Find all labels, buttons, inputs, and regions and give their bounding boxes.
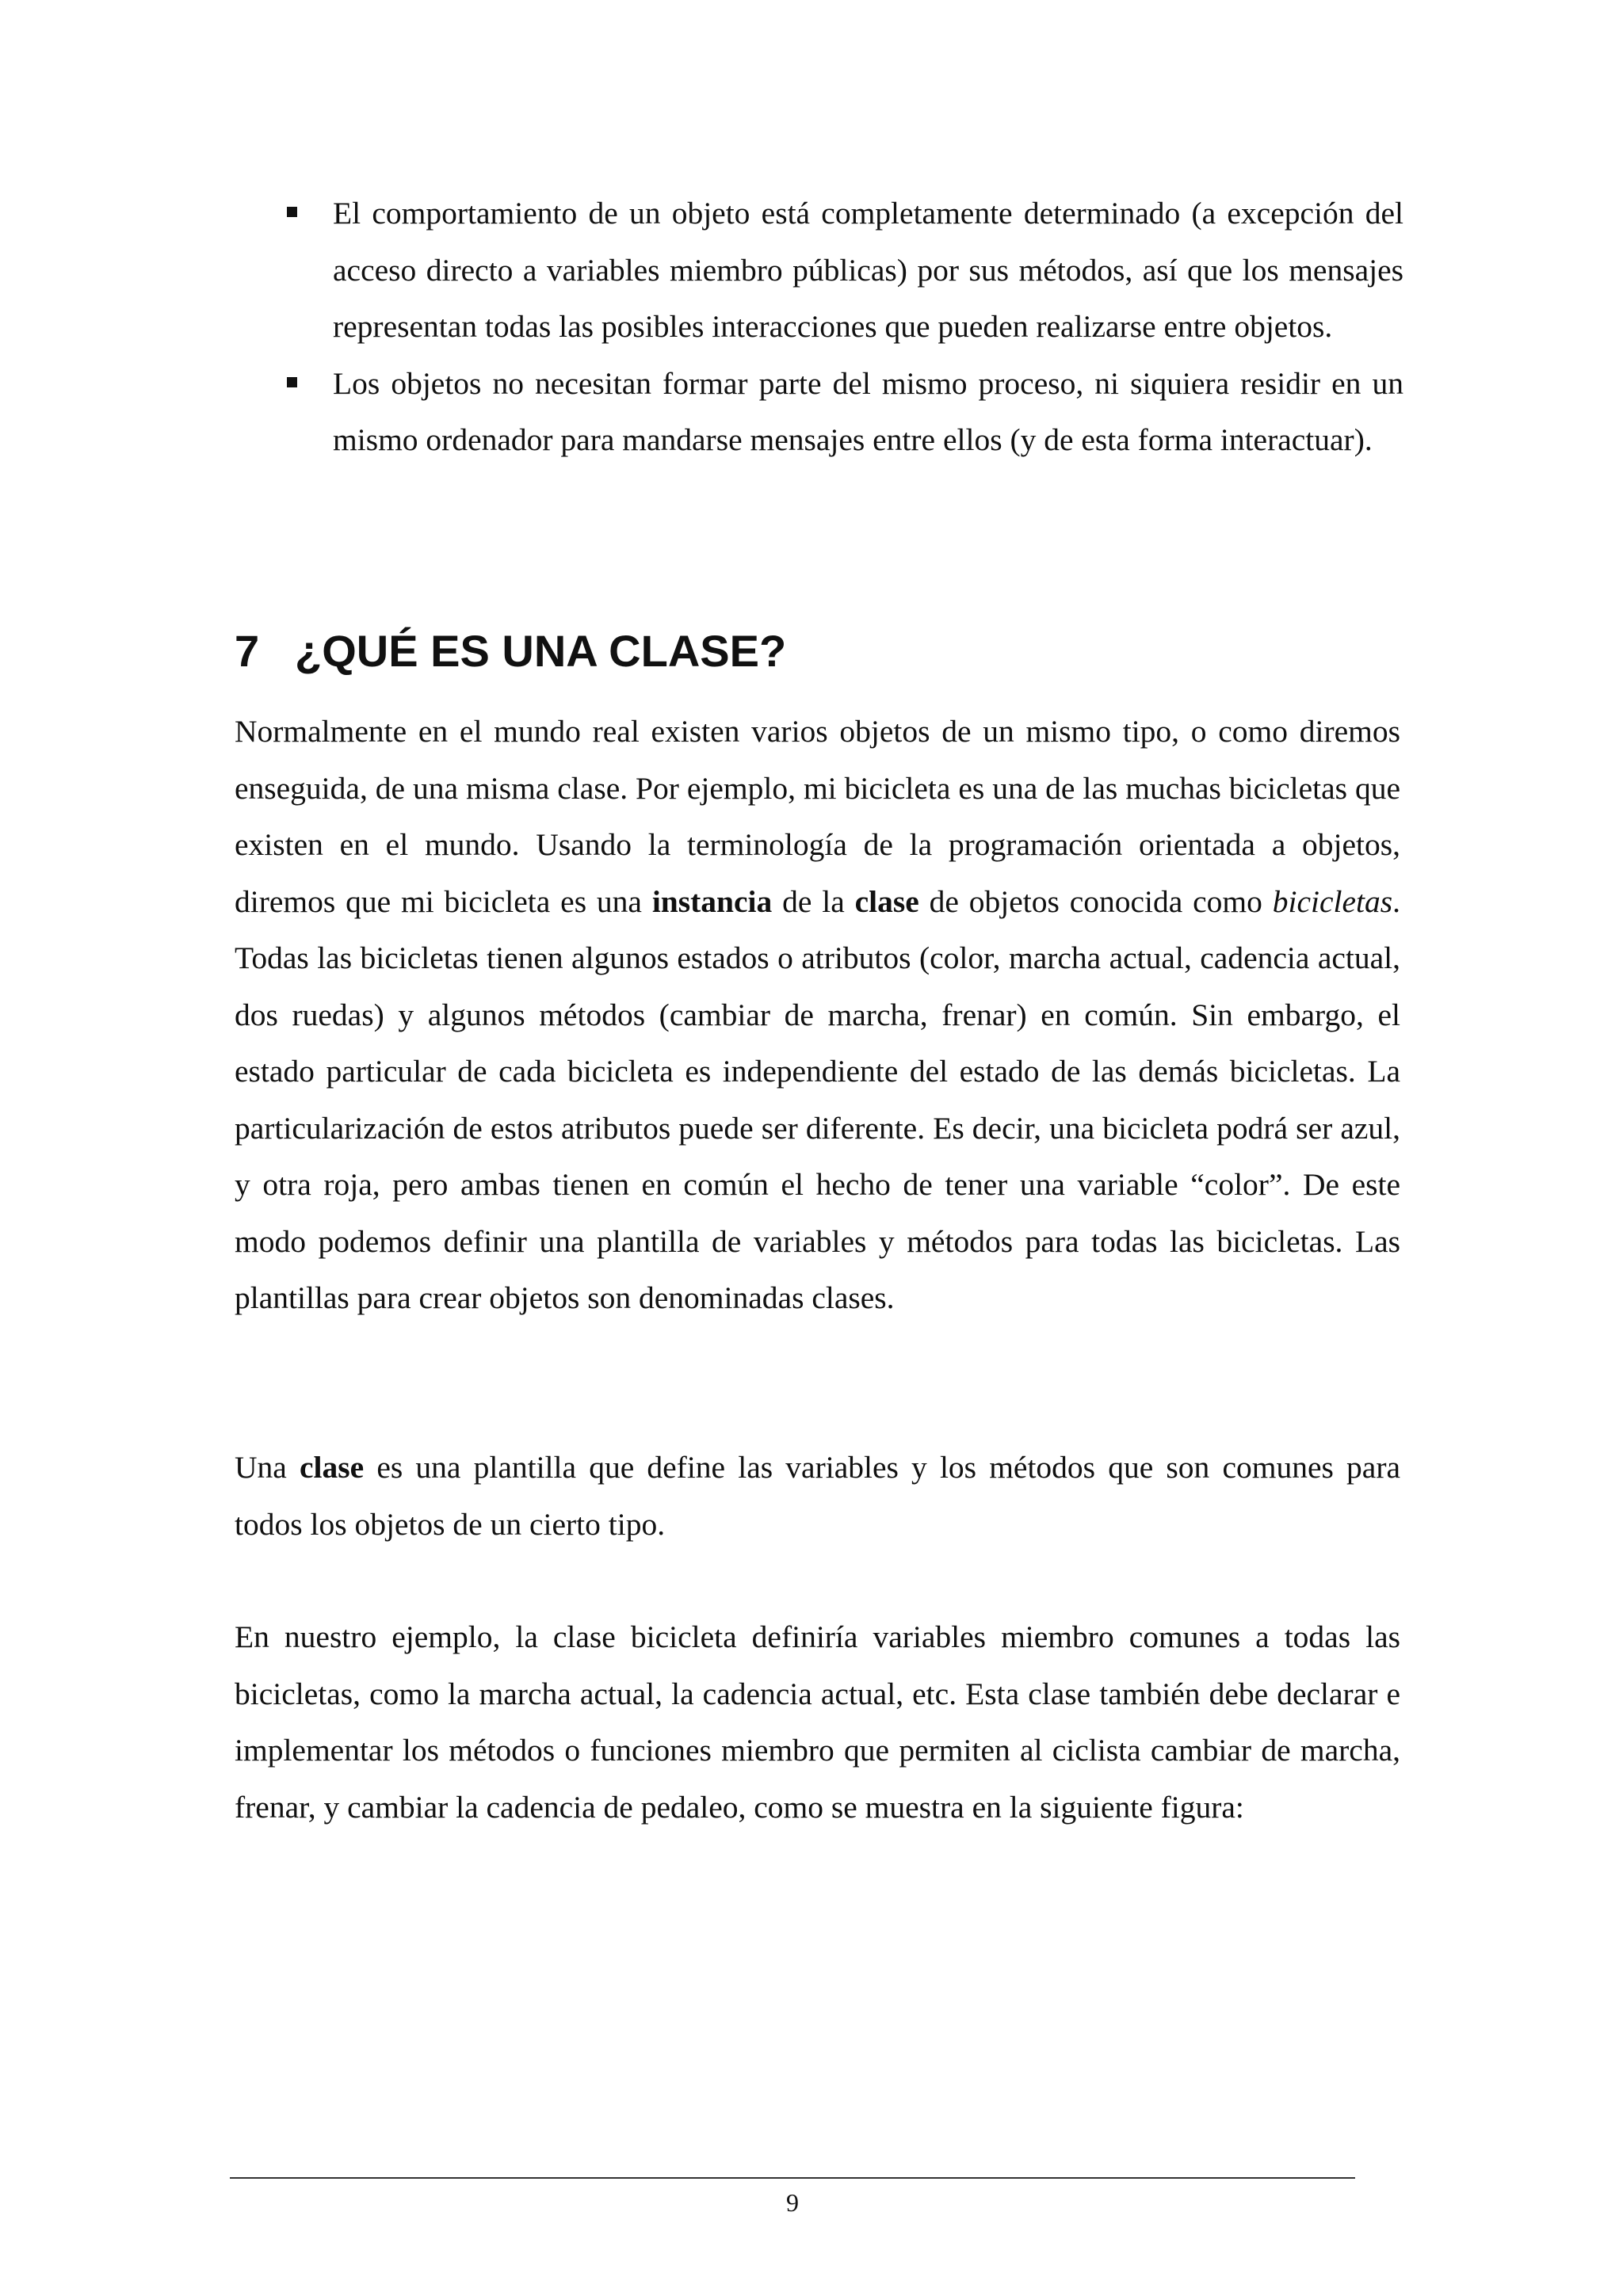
bullet-item bbox=[287, 185, 1403, 356]
italic-term-bicicletas: bicicletas bbox=[1272, 883, 1393, 919]
section-heading bbox=[235, 620, 786, 683]
bullet-item bbox=[287, 356, 1403, 469]
page-number: 9 bbox=[786, 2188, 799, 2217]
definition-paragraph bbox=[235, 1440, 1400, 1553]
bullet-list bbox=[287, 185, 1403, 469]
bold-term-clase: clase bbox=[854, 883, 919, 919]
bullet-text: El comportamiento de un objeto está completamente determinado (a excepción del acceso directo a variables miembro públicas) por sus métodos, así que los mensajes representan todas las posibles interacciones que pueden realizarse entre objetos. bbox=[333, 196, 1403, 344]
section-number: 7 bbox=[235, 626, 260, 676]
footer-divider bbox=[230, 2177, 1355, 2179]
text-run: de la bbox=[772, 883, 855, 919]
example-paragraph: En nuestro ejemplo, la clase bicicleta definiría variables miembro comunes a todas las bicicletas, como la marcha actual, la cadencia actual, etc. Esta clase también debe declarar e implementar los métodos o funciones miembro que permiten al ciclista cambiar de marcha, frenar, y cambiar la cadencia de pedaleo, como se muestra en la siguiente figura: bbox=[235, 1619, 1400, 1825]
text-run: Una bbox=[235, 1450, 300, 1485]
text-run: de objetos conocida como bbox=[918, 883, 1273, 919]
text-run: es una plantilla que define las variables y los métodos que son comunes para todos los objetos de un cierto tipo. bbox=[235, 1450, 1400, 1542]
bullet-text: Los objetos no necesitan formar parte del mismo proceso, ni siquiera residir en un mismo ordenador para mandarse mensajes entre ellos (y de esta forma interactuar). bbox=[333, 365, 1403, 457]
body-paragraph bbox=[235, 704, 1400, 1327]
bold-term-clase: clase bbox=[299, 1450, 365, 1485]
section-title: ¿QUÉ ES UNA CLASE? bbox=[295, 626, 787, 676]
bold-term-instancia: instancia bbox=[651, 883, 773, 919]
text-run: Normalmente en el mundo real existen varios objetos de un mismo tipo, o como diremos enseguida, de una misma clase. Por ejemplo, mi bicicleta es una de las muchas bicicletas que existen en el mundo. Usando la terminología de la programación orientada a objetos, diremos que mi bicicleta es una bbox=[235, 714, 1400, 919]
square-bullet-icon bbox=[287, 377, 297, 387]
text-run: . Todas las bicicletas tienen algunos estados o atributos (color, marcha actual, cadencia actual, dos ruedas) y algunos métodos (cambiar de marcha, frenar) en común. Sin embargo, el estado particular de cada bicicleta es independiente del estado de las demás bicicletas. La particularización de estos atributos puede ser diferente. Es decir, una bicicleta podrá ser azul, y otra roja, pero ambas tienen en común el hecho de tener una variable “color”. De este modo podemos definir una plantilla de variables y métodos para todas las bicicletas. Las plantillas para crear objetos son denominadas clases. bbox=[235, 883, 1400, 1315]
square-bullet-icon bbox=[287, 207, 297, 217]
